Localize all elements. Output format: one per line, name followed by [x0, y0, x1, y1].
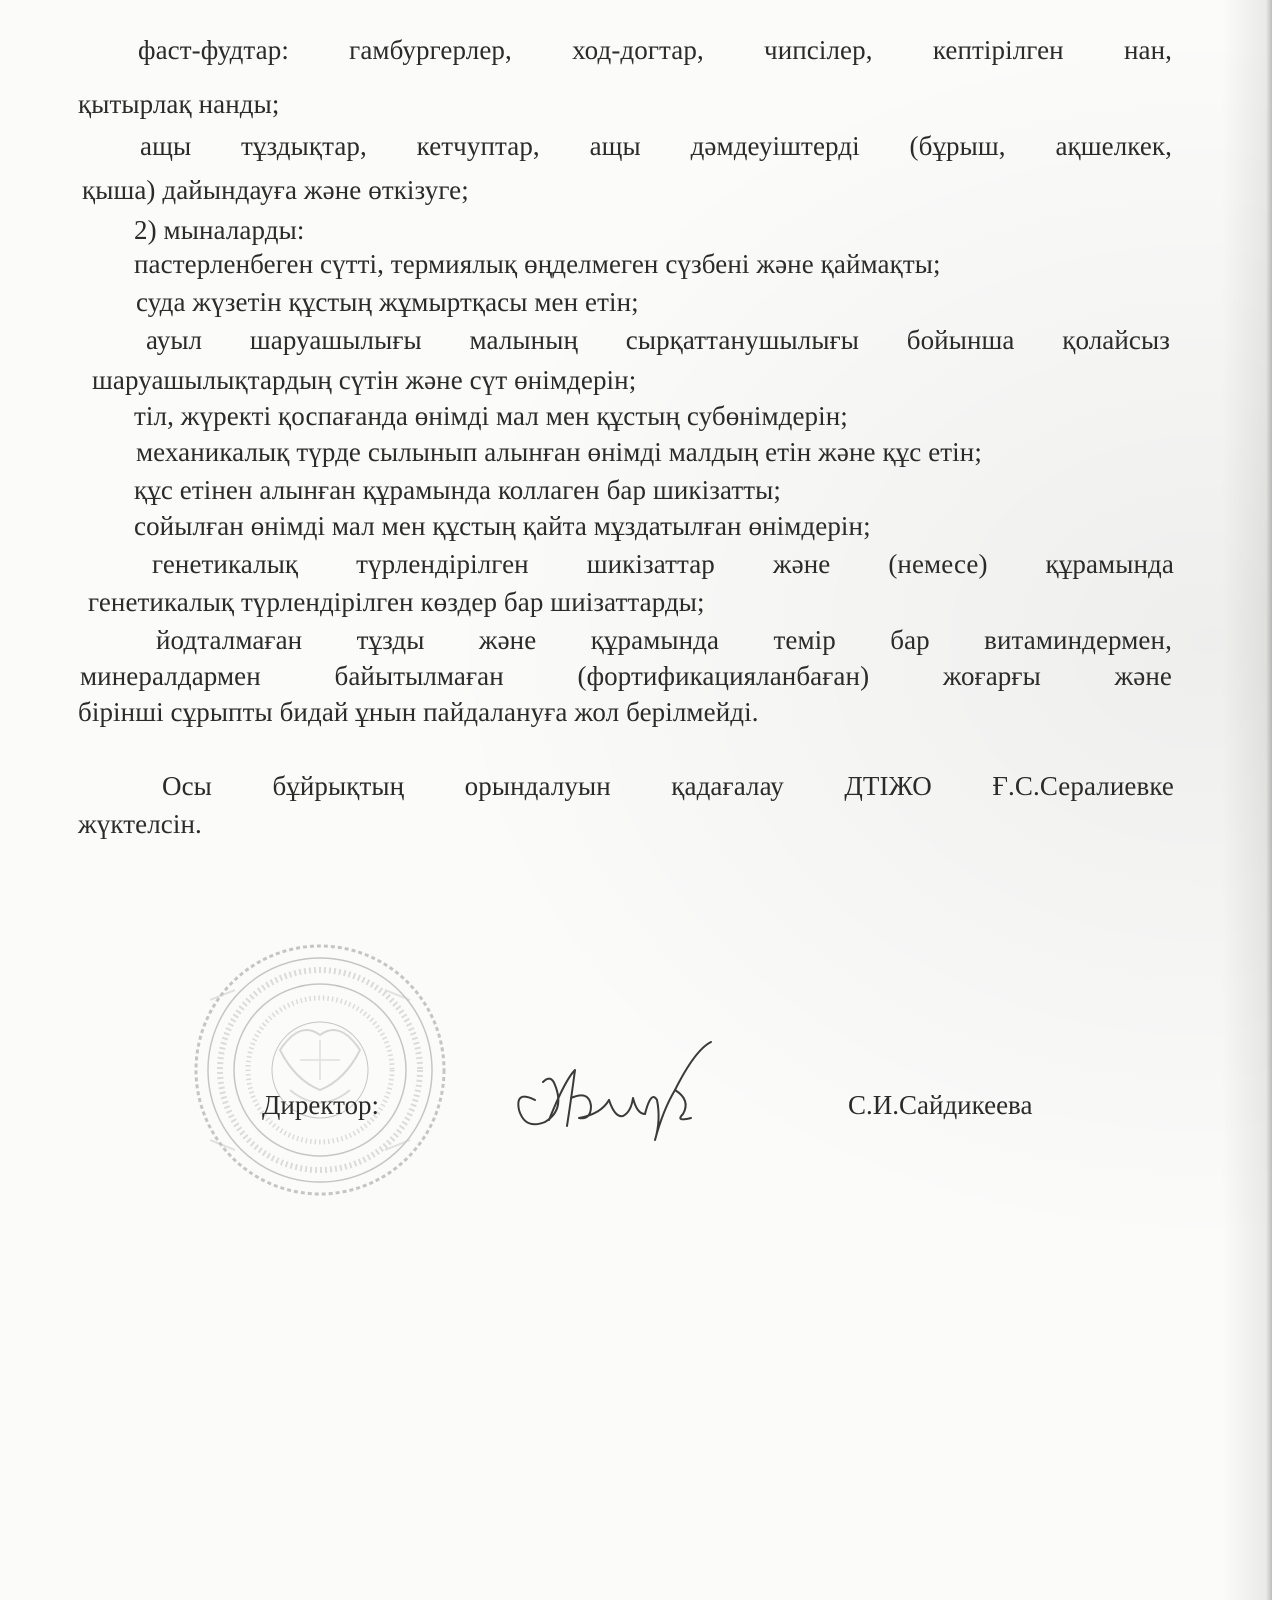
word: құрамында [590, 625, 720, 655]
text-line-15: генетикалық түрлендірілген көздер бар шиізаттарды; [88, 587, 705, 617]
text-line-1 [138, 34, 1172, 66]
text-line-14 [152, 548, 1174, 580]
word: байытылмаған [334, 661, 504, 691]
word: Ғ.С.Сералиевке [992, 771, 1174, 801]
word: малының [469, 325, 579, 355]
text-line-9: шаруашылықтардың сүтін және сүт өнімдерін; [92, 365, 637, 395]
word: шаруашылығы [249, 325, 422, 355]
text-line-16 [156, 624, 1172, 656]
word: қолайсыз [1062, 325, 1170, 355]
handwritten-signature [505, 1030, 725, 1150]
word: минералдармен [80, 661, 261, 691]
word: ащы [589, 131, 641, 161]
word: ДТІЖО [844, 771, 932, 801]
word: бұйрықтың [272, 771, 405, 801]
word: ақшелкек, [1055, 131, 1172, 161]
text-line-2: қытырлақ нанды; [78, 89, 280, 119]
word: Осы [162, 771, 212, 801]
word: (немесе) [888, 549, 988, 579]
text-line-10: тіл, жүректі қоспағанда өнімді мал мен құстың субөнімдерін; [134, 401, 848, 431]
word: (бұрыш, [909, 131, 1006, 161]
text-line-7: суда жүзетін құстың жұмыртқасы мен етін; [136, 287, 639, 317]
scan-shadow-edge [1266, 0, 1272, 1600]
text-line-20: жүктелсін. [78, 809, 202, 839]
word: гамбургерлер, [349, 35, 512, 65]
word: бойынша [906, 325, 1015, 355]
word: тұздықтар, [241, 131, 367, 161]
word: бар [890, 625, 930, 655]
text-line-13: сойылған өнімді мал мен құстың қайта мұздатылған өнімдерін; [134, 511, 871, 541]
text-line-12: құс етінен алынған құрамында коллаген бар шикізатты; [134, 475, 782, 505]
word: чипсілер, [764, 35, 873, 65]
word: генетикалық [152, 549, 299, 579]
signatory-role: Директор: [262, 1090, 380, 1120]
word: дәмдеуіштерді [690, 131, 860, 161]
signatory-name: С.И.Сайдикеева [848, 1090, 1033, 1120]
word: тұзды [356, 625, 425, 655]
text-line-17 [80, 660, 1172, 692]
text-line-5: 2) мыналарды: [134, 215, 305, 245]
word: йодталмаған [156, 625, 303, 655]
word: орындалуын [464, 771, 611, 801]
word: түрлендірілген [356, 549, 529, 579]
word: кетчуптар, [416, 131, 540, 161]
text-line-19 [162, 770, 1174, 802]
word: кептірілген [932, 35, 1064, 65]
word: ауыл [146, 325, 203, 355]
word: ход-догтар, [572, 35, 704, 65]
word: нан, [1123, 35, 1172, 65]
word: темір [773, 625, 836, 655]
text-line-8 [146, 324, 1170, 356]
word: шикізаттар [586, 549, 715, 579]
text-line-3 [140, 130, 1172, 162]
word: витаминдермен, [984, 625, 1172, 655]
word: жоғарғы [942, 661, 1041, 691]
word: ащы [140, 131, 192, 161]
word: фаст-фудтар: [138, 35, 289, 65]
text-line-18: бірінші сұрыпты бидай ұнын пайдалануға жол берілмейді. [78, 697, 759, 727]
word: және [478, 625, 537, 655]
word: құрамында [1045, 549, 1174, 579]
word: және [772, 549, 831, 579]
text-line-11: механикалық түрде сылынып алынған өнімді малдың етін және құс етін; [136, 437, 982, 467]
text-line-6: пастерленбеген сүтті, термиялық өңделмеген сүзбені және қаймақты; [134, 249, 941, 279]
word: сырқаттанушылығы [625, 325, 859, 355]
official-seal [170, 940, 470, 1200]
text-line-4: қыша) дайындауға және өткізуге; [82, 175, 469, 205]
word: (фортификацияланбаған) [577, 661, 870, 691]
word: қадағалау [671, 771, 784, 801]
word: және [1114, 661, 1172, 691]
